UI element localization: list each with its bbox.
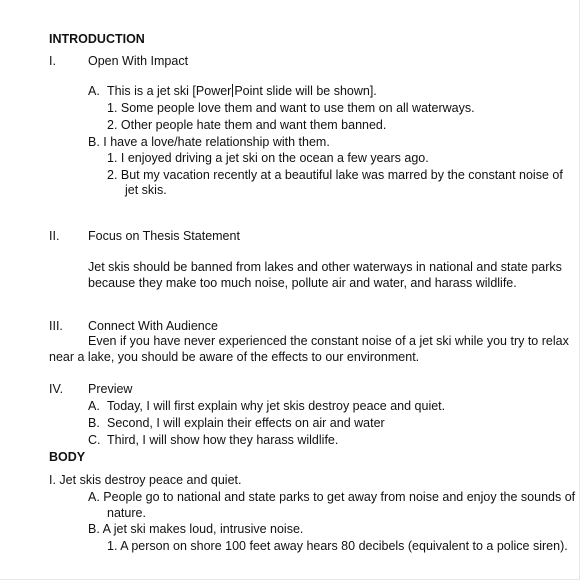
section-iii-number: III. [49, 319, 63, 333]
section-i-number: I. [49, 54, 56, 68]
point-a-text-before-cursor: This is a jet ski [Power [107, 84, 232, 98]
point-a-marker: A. [88, 84, 100, 98]
preview-c-text: Third, I will show how they harass wildlife. [107, 433, 339, 447]
section-iii-title: Connect With Audience [88, 319, 218, 333]
section-iv-number: IV. [49, 382, 64, 396]
point-b2-line2: jet skis. [125, 183, 167, 197]
body-point-b: B. A jet ski makes loud, intrusive noise. [88, 522, 304, 536]
point-a-text-after-cursor: Point slide will be shown]. [234, 84, 377, 98]
preview-b-text: Second, I will explain their effects on air and water [107, 416, 385, 430]
body-heading: BODY [49, 450, 86, 464]
section-i-title: Open With Impact [88, 54, 189, 68]
section-ii-title: Focus on Thesis Statement [88, 229, 240, 243]
section-ii-number: II. [49, 229, 60, 243]
thesis-line2: because they make too much noise, pollute air and water, and harass wildlife. [88, 276, 517, 290]
body-point-a-line1: A. People go to national and state parks to get away from noise and enjoy the sounds of [88, 490, 576, 504]
body-point-i: I. Jet skis destroy peace and quiet. [49, 473, 242, 487]
point-b2-line1: 2. But my vacation recently at a beautiful lake was marred by the constant noise of [107, 168, 563, 182]
point-b: B. I have a love/hate relationship with them. [88, 135, 330, 149]
point-a1: 1. Some people love them and want to use them on all waterways. [107, 101, 475, 115]
preview-b-marker: B. [88, 416, 100, 430]
connect-line2: near a lake, you should be aware of the effects to our environment. [49, 350, 420, 364]
introduction-heading: INTRODUCTION [49, 32, 145, 46]
section-iv-title: Preview [88, 382, 133, 396]
point-a2: 2. Other people hate them and want them banned. [107, 118, 387, 132]
preview-c-marker: C. [88, 433, 101, 447]
body-point-a-line2: nature. [107, 506, 146, 520]
connect-line1: Even if you have never experienced the constant noise of a jet ski while you try to relax [88, 334, 569, 348]
point-b1: 1. I enjoyed driving a jet ski on the ocean a few years ago. [107, 151, 429, 165]
point-a-text [107, 83, 377, 99]
preview-a-marker: A. [88, 399, 100, 413]
preview-a-text: Today, I will first explain why jet skis destroy peace and quiet. [107, 399, 446, 413]
body-point-b1: 1. A person on shore 100 feet away hears 80 decibels (equivalent to a police siren). [107, 539, 568, 553]
thesis-line1: Jet skis should be banned from lakes and other waterways in national and state parks [88, 260, 562, 274]
